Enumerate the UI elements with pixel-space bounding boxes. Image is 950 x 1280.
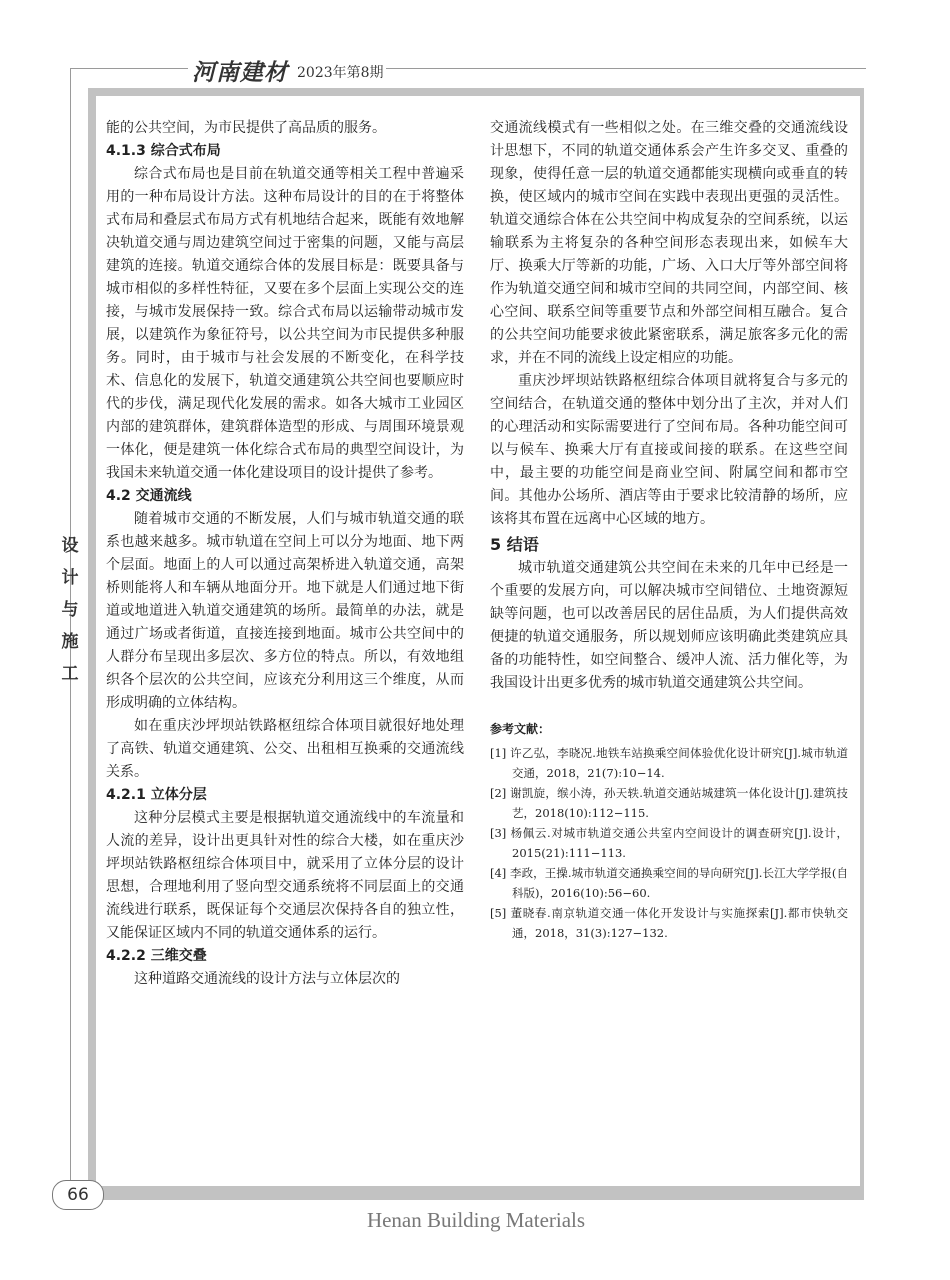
header-rule-right	[386, 68, 866, 69]
section-heading-5: 5 结语	[490, 535, 539, 554]
footer-journal-name: Henan Building Materials	[366, 1208, 586, 1232]
reference-item: [2] 谢凯旋，缑小涛，孙天轶.轨道交通站城建筑一体化设计[J].建筑技艺，2018(10):112−115.	[490, 786, 848, 820]
reference-item: [3] 杨佩云.对城市轨道交通公共室内空间设计的调查研究[J].设计，2015(21):111−113.	[490, 826, 848, 860]
header-rule-left	[70, 68, 188, 69]
paragraph: 这种道路交通流线的设计方法与立体层次的	[134, 971, 400, 987]
paragraph: 能的公共空间，为市民提供了高品质的服务。	[106, 120, 386, 136]
paragraph: 交通流线模式有一些相似之处。在三维交叠的交通流线设计思想下，不同的轨道交通体系会产生许多交叉、重叠的现象，使得任意一层的轨道交通都能实现横向或垂直的转换，使区域内的城市空间在实践中表现出更强的灵活性。轨道交通综合体在公共空间中构成复杂的空间系统，以运输联系为主将复杂的各种空间形态表现出来，如候车大厅、换乘大厅等新的功能，广场、入口大厅等外部空间将作为轨道交通空间和城市空间的共同空间，内部空间、核心空间、联系空间等重要节点和外部空间相互融合。复合的公共空间功能要求彼此紧密联系，满足旅客多元化的需求，并在不同的流线上设定相应的功能。	[490, 120, 848, 366]
right-column	[490, 117, 848, 943]
section-heading-4-2-1: 4.2.1 立体分层	[106, 787, 207, 803]
left-column	[106, 117, 464, 991]
section-heading-4-2: 4.2 交通流线	[106, 488, 192, 504]
side-char: 计	[61, 568, 79, 588]
side-char: 设	[61, 536, 79, 556]
section-side-label	[53, 530, 87, 690]
side-char: 工	[61, 664, 79, 684]
journal-title: 河南建材	[192, 60, 288, 86]
reference-item: [4] 李政，王操.城市轨道交通换乘空间的导向研究[J].长江大学学报(自科版)，2016(10):56−60.	[490, 866, 848, 900]
paragraph: 这种分层模式主要是根据轨道交通流线中的车流量和人流的差异，设计出更具针对性的综合大楼，如在重庆沙坪坝站铁路枢纽综合体项目中，就采用了立体分层的设计思想，合理地利用了竖向型交通系统将不同层面上的交通流线进行联系，既保证每个交通层次保持各自的独立性，又能保证区域内不同的轨道交通体系的运行。	[106, 810, 464, 941]
side-char: 与	[61, 600, 79, 620]
paragraph: 城市轨道交通建筑公共空间在未来的几年中已经是一个重要的发展方向，可以解决城市空间错位、土地资源短缺等问题，也可以改善居民的居住品质，为人们提供高效便捷的轨道交通服务，所以规划师应该明确此类建筑应具备的功能特性，如空间整合、缓冲人流、活力催化等，为我国设计出更多优秀的城市轨道交通建筑公共空间。	[490, 560, 848, 691]
paragraph: 随着城市交通的不断发展，人们与城市轨道交通的联系也越来越多。城市轨道在空间上可以分为地面、地下两个层面。地面上的人可以通过高架桥进入轨道交通，高架桥则能将人和车辆从地面分开。地下就是人们通过地下街道或地道进入轨道交通建筑的场所。最简单的办法，就是通过广场或者街道，直接连接到地面。城市公共空间中的人群分布呈现出多层次、多方位的特点。所以，有效地组织各个层次的公共空间，应该充分利用这三个维度，从而形成明确的立体结构。	[106, 511, 464, 711]
page-number: 66	[52, 1180, 104, 1210]
section-heading-4-2-2: 4.2.2 三维交叠	[106, 948, 207, 964]
references-title: 参考文献：	[490, 722, 551, 736]
reference-item: [1] 许乙弘，李晓况.地铁车站换乘空间体验优化设计研究[J].城市轨道交通，2018，21(7):10−14.	[490, 746, 848, 780]
paragraph: 重庆沙坪坝站铁路枢纽综合体项目就将复合与多元的空间结合，在轨道交通的整体中划分出了主次，并对人们的心理活动和实际需要进行了空间布局。各种功能空间可以与候车、换乘大厅有直接或间接的联系。在这些空间中，最主要的功能空间是商业空间、附属空间和都市空间。其他办公场所、酒店等由于要求比较清静的场所，应该将其布置在远离中心区域的地方。	[490, 373, 848, 527]
section-heading-4-1-3: 4.1.3 综合式布局	[106, 143, 221, 159]
reference-item: [5] 董晓春.南京轨道交通一体化开发设计与实施探索[J].都市快轨交通，2018，31(3):127−132.	[490, 906, 848, 940]
paragraph: 如在重庆沙坪坝站铁路枢纽综合体项目就很好地处理了高铁、轨道交通建筑、公交、出租相互换乘的交通流线关系。	[106, 718, 464, 780]
paragraph: 综合式布局也是目前在轨道交通等相关工程中普遍采用的一种布局设计方法。这种布局设计的目的在于将整体式布局和叠层式布局方式有机地结合起来，既能有效地解决轨道交通与周边建筑空间过于密集的问题，又能与高层建筑的连接。轨道交通综合体的发展目标是：既要具备与城市相似的多样性特征，又要在多个层面上实现公交的连接，与城市发展保持一致。综合式布局以运输带动城市发展，以建筑作为象征符号，以公共空间为市民提供多种服务。同时，由于城市与社会发展的不断变化，在科学技术、信息化的发展下，轨道交通建筑公共空间也要顺应时代的步伐，满足现代化发展的需求。如各大城市工业园区内部的建筑群体，建筑群体造型的形成、与周围环境景观一体化，便是建筑一体化综合式布局的典型空间设计，为我国未来轨道交通一体化建设项目的设计提供了参考。	[106, 166, 464, 481]
issue-label: 2023年第8期	[297, 65, 384, 81]
side-char: 施	[61, 632, 79, 652]
